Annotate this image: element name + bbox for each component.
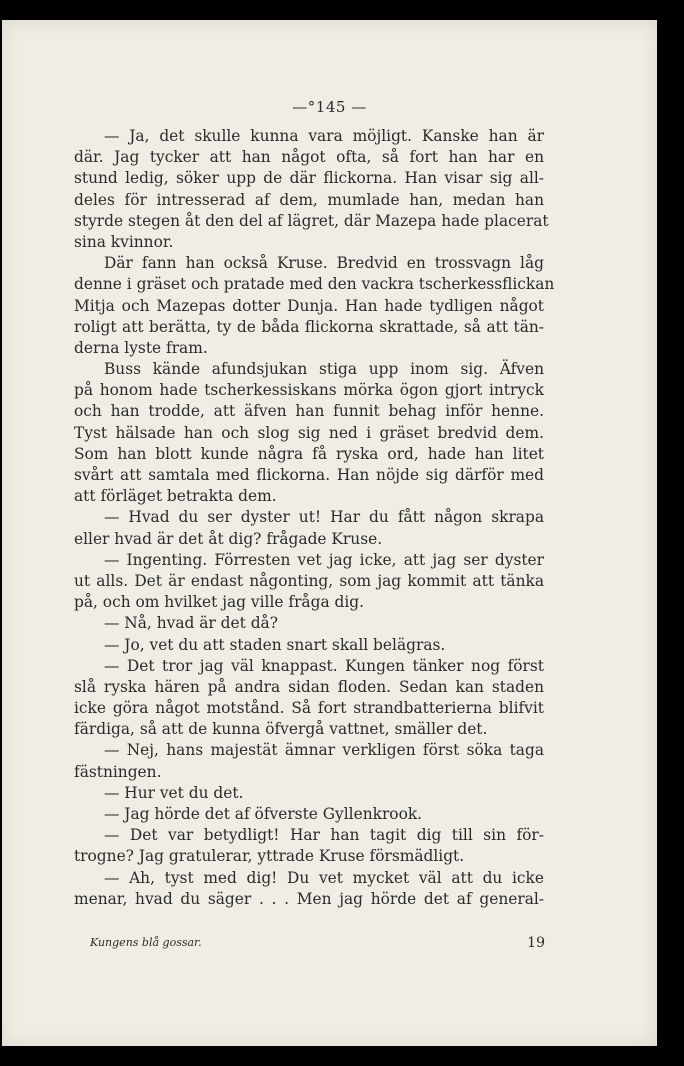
text-line: — Ja, det skulle kunna vara möjligt. Kanske han är xyxy=(104,127,544,145)
text-line: och han trodde, att äfven han funnit behag inför henne. xyxy=(74,402,544,421)
text-line: ut alls. Det är endast någonting, som jag kommit att tänka xyxy=(74,571,544,590)
text-line: styrde stegen åt den del af lägret, där Mazepa hade placerat xyxy=(74,211,549,230)
text-line: roligt att berätta, ty de båda flickorna skrattade, så att tän- xyxy=(74,317,544,336)
text-line: färdiga, så att de kunna öfvergå vattnet, smäller det. xyxy=(74,720,488,739)
text-line: — Det var betydligt! Har han tagit dig till sin för- xyxy=(104,826,544,845)
text-line: denne i gräset och pratade med den vackra tscherkessflickan xyxy=(74,275,555,294)
text-line: — Nej, hans majestät ämnar verkligen först söka taga xyxy=(104,741,544,760)
text-line: menar, hvad du säger . . . Men jag hörde det af general- xyxy=(74,889,544,908)
text-line: — Det tror jag väl knappast. Kungen tänker nog först xyxy=(104,656,544,675)
text-line: Där fann han också Kruse. Bredvid en trossvagn låg xyxy=(104,254,544,273)
text-line: deles för intresserad af dem, mumlade han, medan han xyxy=(74,190,544,209)
book-page xyxy=(2,20,657,1046)
text-line: derna lyste fram. xyxy=(74,338,208,357)
text-line: slå ryska hären på andra sidan floden. Sedan kan staden xyxy=(74,677,544,696)
signature-mark: Kungens blå gossar. xyxy=(90,936,202,949)
text-line: — Hur vet du det. xyxy=(104,783,244,802)
text-line: — Ingenting. Förresten vet jag icke, att jag ser dyster xyxy=(104,550,544,569)
text-line: — Ah, tyst med dig! Du vet mycket väl att du icke xyxy=(104,868,544,887)
body-text xyxy=(74,126,555,910)
text-line: svårt att samtala med flickorna. Han nöjde sig därför med xyxy=(74,466,544,484)
text-line: på, och om hvilket jag ville fråga dig. xyxy=(74,593,365,612)
text-line: Tyst hälsade han och slog sig ned i gräset bredvid dem. xyxy=(74,423,544,442)
text-line: där. Jag tycker att han något ofta, så fort han har en xyxy=(74,148,544,167)
text-line: stund ledig, söker upp de där flickorna. Han visar sig all- xyxy=(74,169,544,188)
text-line: — Nå, hvad är det då? xyxy=(104,614,278,633)
page-number-header: —°145 — xyxy=(292,98,367,116)
text-line: icke göra något motstånd. Så fort strandbatterierna blifvit xyxy=(74,699,544,718)
sheet-number: 19 xyxy=(527,935,545,951)
text-line: — Jag hörde det af öfverste Gyllenkrook. xyxy=(104,805,423,823)
text-line: — Hvad du ser dyster ut! Har du fått någon skrapa xyxy=(104,508,544,527)
text-line: trogne? Jag gratulerar, yttrade Kruse försmädligt. xyxy=(74,847,465,866)
text-line: Mitja och Mazepas dotter Dunja. Han hade tydligen något xyxy=(74,296,544,315)
text-line: på honom hade tscherkessiskans mörka ögon gjort intryck xyxy=(74,381,544,400)
text-line: fästningen. xyxy=(74,762,162,781)
text-line: eller hvad är det åt dig? frågade Kruse. xyxy=(74,529,383,548)
text-line: Som han blott kunde några få ryska ord, hade han litet xyxy=(74,444,544,463)
text-line: att förläget betrakta dem. xyxy=(74,487,277,506)
text-line: Buss kände afundsjukan stiga upp inom sig. Äfven xyxy=(104,360,544,379)
text-line: sina kvinnor. xyxy=(74,232,174,251)
text-line: — Jo, vet du att staden snart skall belägras. xyxy=(104,635,446,654)
